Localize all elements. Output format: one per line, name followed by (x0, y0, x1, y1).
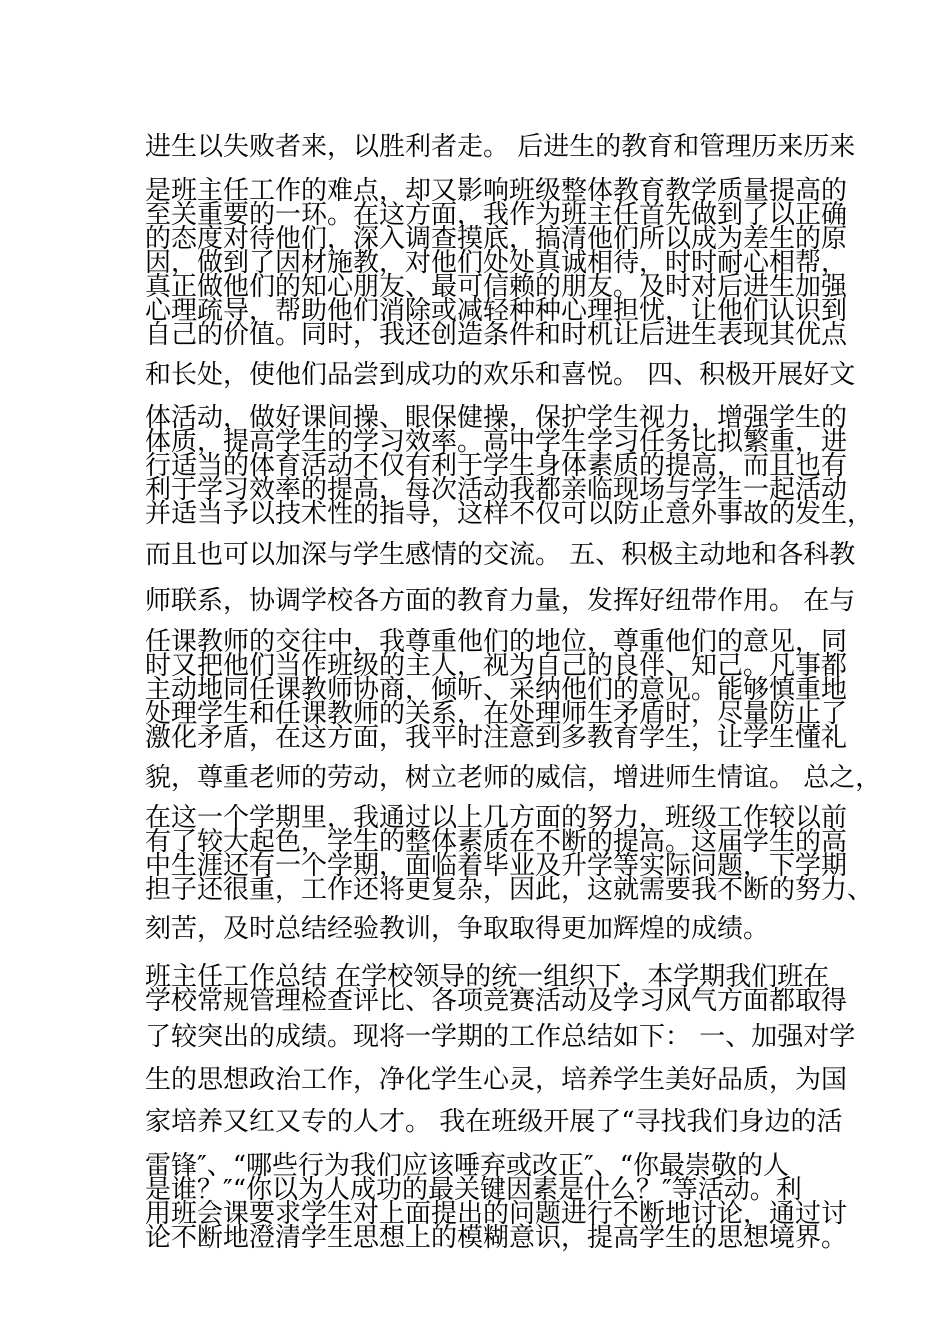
text-line: 真正做他们的知心朋友、最可信赖的朋友。及时对后进生加强 (145, 272, 848, 302)
text-line: 用班会课要求学生对上面提出的问题进行不断地讨论，通过讨 (145, 1199, 848, 1229)
text-line: 行适当的体育活动不仅有利于学生身体素质的提高，而且也有 (145, 451, 848, 481)
text-line: 进生以失败者来，以胜利者走。 后进生的教育和管理历来历来 (145, 132, 856, 162)
text-line: 并适当予以技术性的指导，这样不仅可以防止意外事故的发生， (145, 499, 874, 529)
text-line: 主动地同任课教师协商，倾听、采纳他们的意见。能够慎重地 (145, 675, 848, 705)
text-line: 论不断地澄清学生思想上的模糊意识，提高学生的思想境界。 (145, 1223, 848, 1253)
text-line: 有了较大起色，学生的整体素质在不断的提高。这届学生的高 (145, 827, 848, 857)
text-line: 任课教师的交往中，我尊重他们的地位，尊重他们的意见，同 (145, 627, 848, 657)
text-line: 时又把他们当作班级的主人，视为自己的良伴、知己。凡事都 (145, 651, 848, 681)
text-line: 中生涯还有一个学期，面临着毕业及升学等实际问题，下学期 (145, 851, 848, 881)
text-line: 是班主任工作的难点，却又影响班级整体教育教学质量提高的 (145, 176, 848, 206)
text-line: 自己的价值。同时，我还创造条件和时机让后进生表现其优点 (145, 320, 848, 350)
text-line: 因，做到了因材施教，对他们处处真诚相待，时时耐心相帮， (145, 248, 848, 278)
text-line: 雷锋″、“哪些行为我们应该唾弃或改正″、“你最崇敬的人 (145, 1151, 790, 1181)
text-line: 师联系，协调学校各方面的教育力量，发挥好纽带作用。 在与 (145, 586, 856, 616)
text-line: 班主任工作总结 在学校领导的统一组织下，本学期我们班在 (145, 962, 830, 992)
text-line: 激化矛盾，在这方面，我平时注意到多教育学生，让学生懂礼 (145, 723, 848, 753)
text-line: 而且也可以加深与学生感情的交流。 五、积极主动地和各科教 (145, 540, 856, 570)
text-line: 处理学生和任课教师的关系，在处理师生矛盾时，尽量防止了 (145, 699, 848, 729)
text-line: 家培养又红又专的人才。 我在班级开展了“寻找我们身边的活 (145, 1107, 843, 1137)
text-line: 刻苦，及时总结经验教训，争取取得更加辉煌的成绩。 (145, 914, 770, 944)
text-line: 至关重要的一环。在这方面，我作为班主任首先做到了以正确 (145, 200, 848, 230)
text-line: 体质，提高学生的学习效率。高中学生学习任务比拟繁重，进 (145, 427, 848, 457)
text-line: 了较突出的成绩。现将一学期的工作总结如下： 一、加强对学 (145, 1022, 856, 1052)
text-line: 担子还很重，工作还将更复杂，因此，这就需要我不断的努力、 (145, 875, 874, 905)
text-line: 体活动，做好课间操、眼保健操，保护学生视力，增强学生的 (145, 403, 848, 433)
text-line: 貌，尊重老师的劳动，树立老师的威信，增进师生情谊。 总之， (145, 763, 882, 793)
text-line: 利于学习效率的提高，每次活动我都亲临现场与学生一起活动 (145, 475, 848, 505)
text-line: 的态度对待他们，深入调查摸底，搞清他们所以成为差生的原 (145, 224, 848, 254)
text-line: 和长处，使他们品尝到成功的欢乐和喜悦。 四、积极开展好文 (145, 360, 856, 390)
text-line: 在这一个学期里，我通过以上几方面的努力，班级工作较以前 (145, 803, 848, 833)
text-line: 生的思想政治工作，净化学生心灵，培养学生美好品质，为国 (145, 1065, 848, 1095)
text-line: 是谁？″“你以为人成功的最关键因素是什么？″等活动。利 (145, 1175, 802, 1205)
text-line: 学校常规管理检查评比、各项竞赛活动及学习风气方面都取得 (145, 986, 848, 1016)
text-line: 心理疏导，帮助他们消除或减轻种种心理担忧，让他们认识到 (145, 296, 848, 326)
